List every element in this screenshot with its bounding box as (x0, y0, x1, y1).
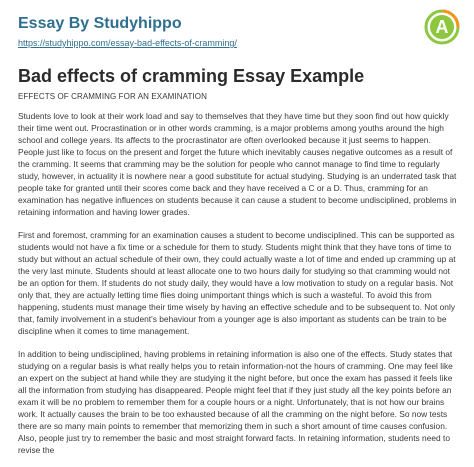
site-url-link[interactable]: https://studyhippo.com/essay-bad-effects-of-cramming/ (18, 38, 237, 48)
site-title[interactable]: Essay By Studyhippo (18, 15, 182, 32)
essay-paragraph: Students love to look at their work load and say to themselves that they have time but they soon find out how quickly their time went out. Procrastination or in other words cramming, is a major problems among youths around the high school and college years. Its affects to the procrastinator are often overlooked because it just seems to happen. People just like to focus on the present and forget the future which inevitably causes negative outcomes as a result of the cramming. It seems that cramming may be the solution for people who cannot manage to find time to regularly study, however, in actuality it is nowhere near a good substitute for actual studying. Studying is an underrated task that people take for granted until their scores come back and they have received a C or a D. Thus, cramming for an examination has negative influences on students because it can cause a student to become undisciplined, problems in retaining information and having lower grades. (18, 111, 457, 217)
logo-letter: A (435, 17, 449, 37)
essay-paragraph: First and foremost, cramming for an examination causes a student to become undisciplined. This can be supported as students would not have a fix time or a schedule for them to study. Students might think that they have tons of time to study but without an actual schedule of their own, they could actually waste a lot of time and ended up cramming up at the very last minute. Students should at least allocate one to two hours daily for studying so that cramming would not be an option for them. If students do not study daily, they would have a low motivation to study on a regular basis. Not only that, they are actually letting time flies doing unimportant things which is such a wasteful. To avoid this from happening, students must manage their time wisely by having an effective schedule and to be subsequent to. Not only that, family involvement in a student's behaviour from a younger age is also important as students can be train to be discipline when it comes to time management. (18, 230, 456, 336)
page-title: Bad effects of cramming Essay Example (18, 66, 365, 86)
essay-body (18, 110, 458, 467)
essay-subtitle: EFFECTS OF CRAMMING FOR AN EXAMINATION (18, 92, 207, 101)
essay-paragraph: In addition to being undisciplined, having problems in retaining information is also one of the effects. Study states that studying on a regular basis is what really helps you to retain information-not the hours of cramming. One may feel like an expert on the subject at hand while they are studying it the night before, but once the exam has passed it feels like all the information from studying has disappeared. People might feel that if they just study all the key points before an exam it will be no problem to remember them for a couple hours or a night. Unfortunately, that is not how our brains work. It actually causes the brain to be too exhausted because of all the cramming on the night before. So now tests there are so many main points to remember that memorizing them in such a short amount of time causes confusion. Also, people just try to remember the basic and most straight forward facts. In retaining information, students need to revise the (18, 349, 453, 455)
studyhippo-logo-icon[interactable] (424, 9, 460, 45)
site-header (16, 12, 456, 52)
